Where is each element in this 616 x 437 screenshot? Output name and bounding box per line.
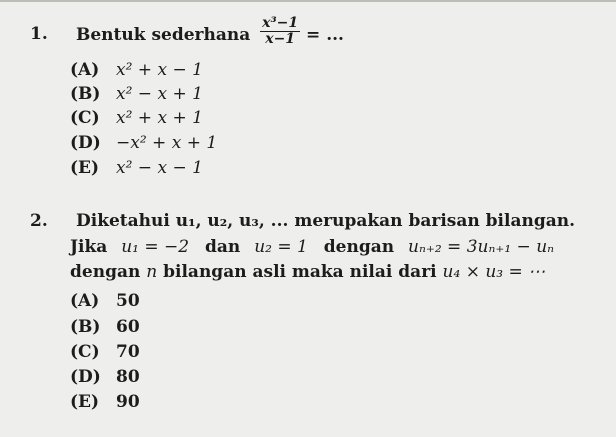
option-label: (C) — [70, 342, 100, 362]
question-1-fraction — [260, 16, 300, 47]
recurrence-relation: uₙ₊₂ = 3uₙ₊₁ − uₙ — [408, 237, 555, 257]
option-value: 80 — [116, 367, 140, 387]
q1-option-a[interactable] — [70, 60, 203, 80]
option-label: (E) — [70, 392, 100, 412]
q1-option-d[interactable] — [70, 133, 217, 153]
option-label: (B) — [70, 317, 101, 337]
question-2-line-1: Diketahui u₁, u₂, u₃, ... merupakan barisan bilangan. — [76, 211, 575, 231]
question-2-number: 2. — [30, 211, 48, 231]
q1-option-c[interactable] — [70, 108, 203, 128]
condition-u2: u₂ = 1 — [254, 237, 308, 257]
question-1-suffix: = ... — [306, 25, 344, 45]
question-1-prompt — [76, 15, 344, 47]
text-bilangan-asli: bilangan asli maka nilai dari — [163, 262, 437, 282]
option-value: x² − x − 1 — [116, 158, 203, 178]
option-label: (A) — [70, 291, 100, 311]
q2-option-b[interactable] — [70, 317, 140, 337]
q2-option-d[interactable] — [70, 367, 140, 387]
option-value: 70 — [116, 342, 140, 362]
q2-option-a[interactable] — [70, 291, 140, 311]
option-label: (B) — [70, 84, 101, 104]
fraction-denominator: x−1 — [265, 31, 296, 47]
option-label: (E) — [70, 158, 100, 178]
option-value: 90 — [116, 392, 140, 412]
option-label: (A) — [70, 60, 100, 80]
question-1-prompt-text: Bentuk sederhana — [76, 25, 251, 45]
text-dan: dan — [205, 237, 241, 257]
q2-option-c[interactable] — [70, 342, 140, 362]
question-2-line-2 — [70, 237, 554, 257]
question-2-line-3 — [70, 262, 545, 282]
option-value: x² − x + 1 — [116, 84, 203, 104]
option-label: (C) — [70, 108, 100, 128]
q2-option-e[interactable] — [70, 392, 140, 412]
text-dengan: dengan — [323, 237, 395, 257]
option-value: x² + x − 1 — [116, 60, 203, 80]
option-value: x² + x + 1 — [116, 108, 203, 128]
q1-option-b[interactable] — [70, 84, 203, 104]
fraction-numerator: x³−1 — [262, 15, 299, 31]
option-label: (D) — [70, 367, 101, 387]
text-dengan-2: dengan — [70, 262, 141, 282]
option-value: 50 — [116, 291, 140, 311]
target-expression: u₄ × u₃ = ⋯ — [442, 262, 546, 282]
variable-n: n — [146, 262, 158, 282]
condition-u1: u₁ = −2 — [121, 237, 190, 257]
question-1-number: 1. — [30, 24, 48, 44]
q1-option-e[interactable] — [70, 158, 203, 178]
option-label: (D) — [70, 133, 101, 153]
option-value: 60 — [116, 317, 140, 337]
option-value: −x² + x + 1 — [116, 133, 218, 153]
text-jika: Jika — [70, 237, 108, 257]
